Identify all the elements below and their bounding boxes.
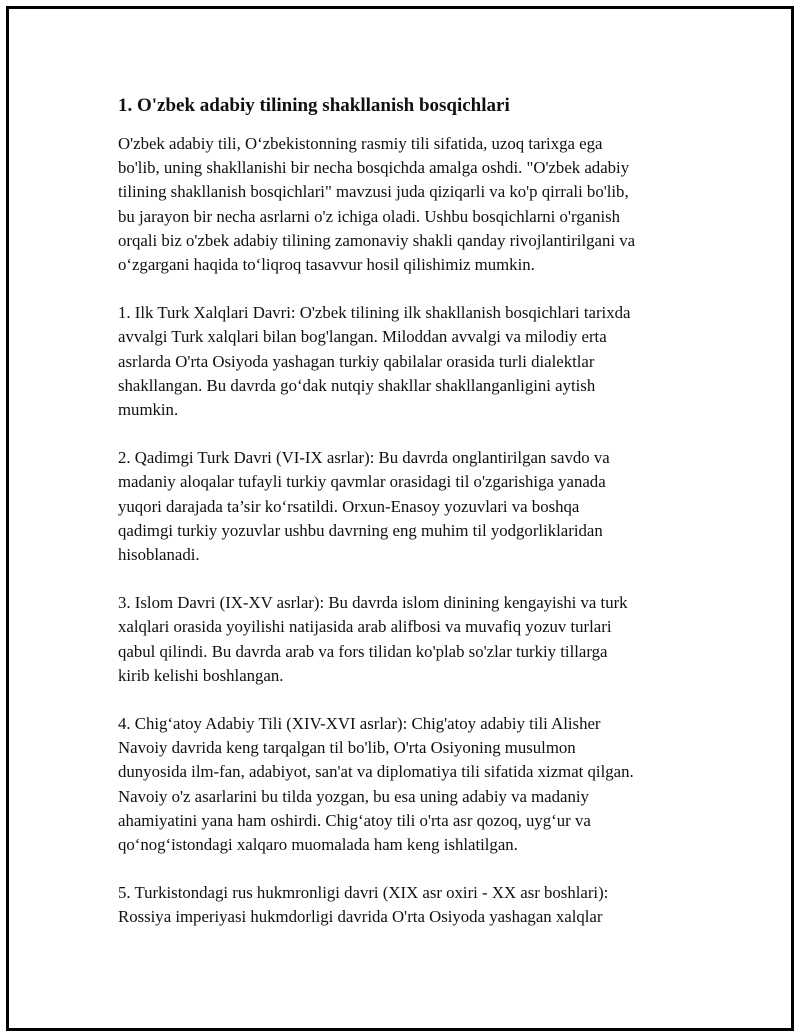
text-line: O'zbek adabiy tili, O‘zbekistonning rasmiy tili sifatida, uzoq tarixga ega [118, 134, 603, 153]
page-title: 1. O'zbek adabiy tilining shakllanish bosqichlari [118, 95, 510, 116]
text-line: avvalgi Turk xalqlari bilan bog'langan. Miloddan avvalgi va milodiy erta [118, 327, 607, 347]
text-line: Navoiy davrida keng tarqalgan til bo'lib, O'rta Osiyoning musulmon [118, 738, 576, 758]
text-line: bu jarayon bir necha asrlarni o'z ichiga oladi. Ushbu bosqichlarni o'rganish [118, 206, 621, 226]
paragraph-section-3 [118, 591, 688, 688]
text-line: madaniy aloqalar tufayli turkiy qavmlar orasidagi til o'zgarishiga yanada [118, 472, 606, 492]
text-line: Navoiy o'z asarlarini bu tilda yozgan, bu esa uning adabiy va madaniy [118, 786, 589, 806]
paragraph-section-1 [118, 301, 688, 422]
text-line: bo'lib, uning shakllanishi bir necha bosqichda amalga oshdi. "O'zbek adabiy [118, 158, 630, 178]
paragraph-section-5 [118, 881, 688, 929]
text-line: shakllangan. Bu davrda go‘dak nutqiy shakllar shakllanganligini aytish [118, 375, 596, 395]
text-line: ahamiyatini yana ham oshirdi. Chig‘atoy tili o'rta asr qozoq, uyg‘ur va [118, 810, 591, 830]
paragraph-intro [118, 132, 688, 277]
text-line: dunyosida ilm-fan, adabiyot, san'at va diplomatiya tili sifatida xizmat qilgan. [118, 762, 634, 782]
text-line: 5. Turkistondagi rus hukmronligi davri (XIX asr oxiri - XX asr boshlari): [118, 883, 609, 903]
text-line: tilining shakllanish bosqichlari" mavzusi juda qiziqarli va ko'p qirrali bo'lib, [118, 182, 629, 202]
text-line: 4. Chig‘atoy Adabiy Tili (XIV-XVI asrlar): Chig'atoy adabiy tili Alisher [118, 714, 601, 734]
text-line: xalqlari orasida yoyilishi natijasida arab alifbosi va muvafiq yozuv turlari [118, 617, 612, 637]
text-line: qo‘nog‘istondagi xalqaro muomalada ham keng ishlatilgan. [118, 835, 518, 855]
text-line: mumkin. [118, 400, 179, 420]
text-line: orqali biz o'zbek adabiy tilining zamonaviy shakli qanday rivojlantirilgani va [118, 230, 636, 250]
text-line: asrlarda O'rta Osiyoda yashagan turkiy qabilalar orasida turli dialektlar [118, 351, 595, 371]
paragraph-section-4 [118, 712, 688, 857]
text-line: 1. Ilk Turk Xalqlari Davri: O'zbek tilining ilk shakllanish bosqichlari tarixda [118, 303, 631, 323]
text-line: 2. Qadimgi Turk Davri (VI-IX asrlar): Bu davrda onglantirilgan savdo va [118, 448, 610, 468]
text-line: o‘zgargani haqida to‘liqroq tasavvur hosil qilishimiz mumkin. [118, 255, 535, 275]
text-line: qabul qilindi. Bu davrda arab va fors tilidan ko'plab so'zlar turkiy tillarga [118, 641, 608, 661]
text-line: yuqori darajada ta’sir ko‘rsatildi. Orxun-Enasoy yozuvlari va boshqa [118, 496, 580, 516]
text-line: Rossiya imperiyasi hukmdorligi davrida O'rta Osiyoda yashagan xalqlar [118, 907, 603, 927]
text-line: hisoblanadi. [118, 545, 200, 565]
text-line: 3. Islom Davri (IX-XV asrlar): Bu davrda islom dinining kengayishi va turk [118, 593, 628, 613]
document-body [118, 94, 688, 954]
paragraph-section-2 [118, 446, 688, 567]
text-line: kirib kelishi boshlangan. [118, 665, 284, 685]
text-line: qadimgi turkiy yozuvlar ushbu davrning eng muhim til yodgorliklaridan [118, 520, 603, 540]
